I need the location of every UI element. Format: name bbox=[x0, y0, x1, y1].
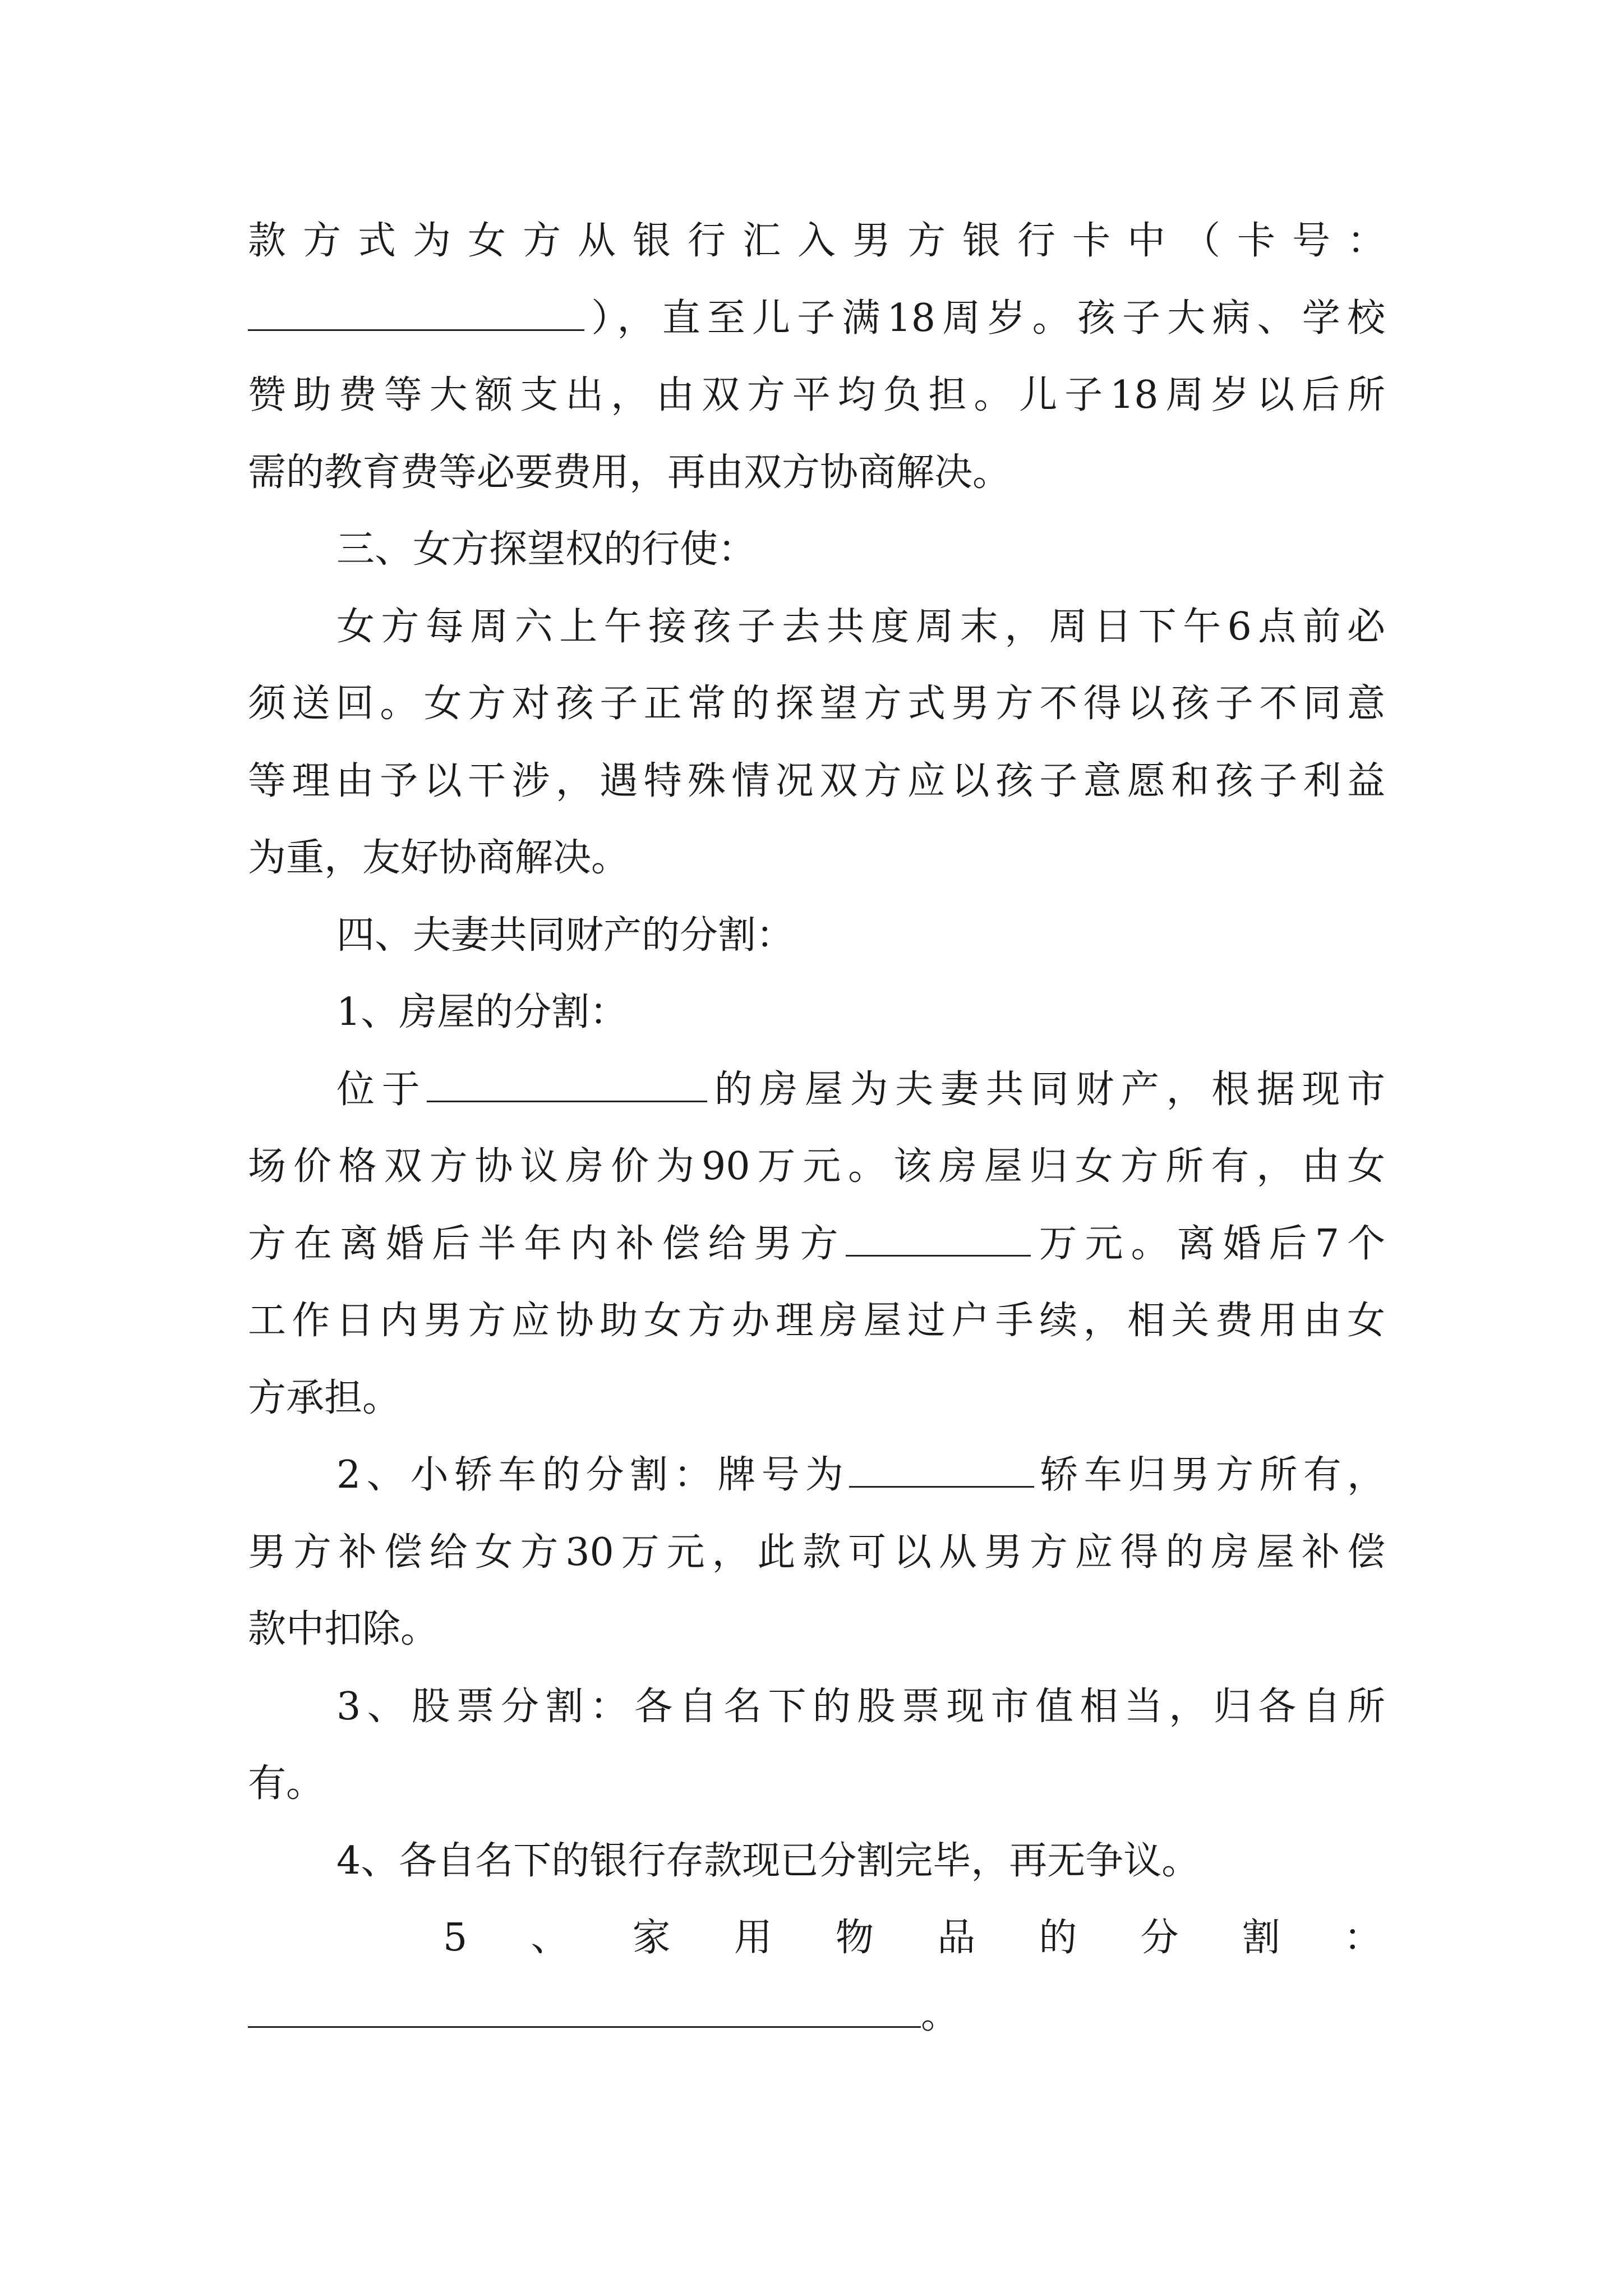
text-run: 有。 bbox=[248, 1761, 325, 1806]
text-run: 工作日内男方应协助女方办理房屋过户手续，相关费用由女 bbox=[248, 1299, 1385, 1343]
text-run: ），直至儿子满18周岁。孩子大病、学校 bbox=[584, 296, 1385, 341]
paragraph-line bbox=[336, 1062, 1385, 1118]
section-heading bbox=[336, 522, 1385, 578]
fill-in-blank-plate-number bbox=[849, 1451, 1034, 1488]
text-run: 1、房屋的分割： bbox=[336, 990, 628, 1034]
text-run: 的房屋为夫妻共同财产，根据现市 bbox=[707, 1068, 1385, 1112]
fill-in-blank-house-location bbox=[427, 1066, 707, 1102]
paragraph-line bbox=[248, 367, 1385, 424]
paragraph-line bbox=[336, 1833, 1385, 1889]
text-run: 款方式为女方从银行汇入男方银行卡中（卡号： bbox=[248, 219, 1385, 263]
text-run: 等理由予以干涉，遇特殊情况双方应以孩子意愿和孩子利益 bbox=[248, 759, 1385, 803]
fill-in-blank-card-number bbox=[248, 295, 584, 331]
section-heading bbox=[336, 908, 1385, 964]
text-run: 赞助费等大额支出，由双方平均负担。儿子18周岁以后所 bbox=[248, 373, 1385, 417]
subsection-heading bbox=[336, 984, 1385, 1041]
text-run: 方在离婚后半年内补偿给男方 bbox=[248, 1222, 846, 1266]
paragraph-line bbox=[248, 213, 1385, 269]
text-run: 男方补偿给女方30万元，此款可以从男方应得的房屋补偿 bbox=[248, 1530, 1385, 1575]
text-run: 四、夫妻共同财产的分割： bbox=[336, 913, 795, 958]
text-run: 5、家用物品的分割： bbox=[443, 1916, 1385, 1960]
paragraph-line bbox=[248, 753, 1385, 809]
paragraph-line bbox=[248, 1756, 1385, 1812]
text-run: 须送回。女方对孩子正常的探望方式男方不得以孩子不同意 bbox=[248, 682, 1385, 726]
paragraph-line bbox=[248, 445, 1385, 501]
paragraph-line bbox=[248, 1293, 1385, 1349]
paragraph-line bbox=[248, 1987, 1385, 2044]
text-run: 位于 bbox=[336, 1068, 427, 1112]
text-run: 3、股票分割：各自名下的股票现市值相当，归各自所 bbox=[336, 1685, 1385, 1729]
text-run: 女方每周六上午接孩子去共度周末，周日下午6点前必 bbox=[336, 605, 1385, 649]
paragraph-line bbox=[248, 830, 1385, 886]
paragraph-line bbox=[336, 1679, 1385, 1735]
paragraph-line bbox=[248, 1139, 1385, 1195]
fill-in-blank-compensation-amount bbox=[846, 1220, 1031, 1257]
paragraph-line bbox=[248, 676, 1385, 732]
text-run: 款中扣除。 bbox=[248, 1607, 439, 1651]
text-run: 为重，友好协商解决。 bbox=[248, 836, 630, 880]
text-run: 万元。离婚后7个 bbox=[1031, 1222, 1385, 1266]
paragraph-line bbox=[248, 1525, 1385, 1581]
paragraph-line bbox=[248, 1602, 1385, 1658]
text-run: 场价格双方协议房价为90万元。该房屋归女方所有，由女 bbox=[248, 1144, 1385, 1189]
text-run: 方承担。 bbox=[248, 1376, 401, 1420]
paragraph-line bbox=[336, 1447, 1385, 1503]
subsection-heading bbox=[443, 1910, 1385, 1966]
paragraph-line bbox=[248, 291, 1385, 347]
paragraph-line bbox=[248, 1370, 1385, 1427]
text-run: 4、各自名下的银行存款现已分割完毕，再无争议。 bbox=[336, 1839, 1200, 1883]
paragraph-line bbox=[336, 599, 1385, 655]
text-run: 。 bbox=[921, 1993, 960, 2037]
text-run: 三、女方探望权的行使： bbox=[336, 527, 757, 572]
text-run: 轿车归男方所有， bbox=[1034, 1453, 1385, 1497]
paragraph-line bbox=[248, 1216, 1385, 1272]
text-run: 需的教育费等必要费用，再由双方协商解决。 bbox=[248, 450, 1011, 495]
fill-in-blank-household-items bbox=[248, 1991, 921, 2028]
text-run: 2、小轿车的分割：牌号为 bbox=[336, 1453, 850, 1497]
